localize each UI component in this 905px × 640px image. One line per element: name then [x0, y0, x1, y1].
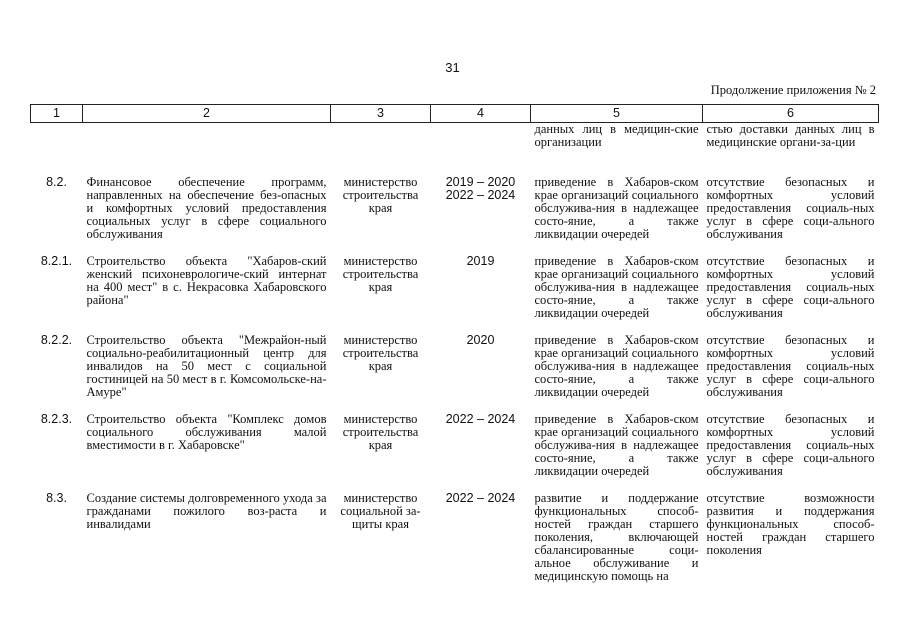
header-row	[31, 105, 879, 123]
column-header-1: 1	[31, 105, 83, 123]
column-header-3: 3	[331, 105, 431, 123]
program-table	[30, 104, 879, 596]
item-name: Строительство объекта "Межрайон-ный социально-реабилитационный центр для инвалидов на 50 мест с социальной гостиницей на 50 мест в г. Комсомольске-на-Амуре"	[86, 333, 327, 399]
column-header-6: 6	[703, 105, 879, 123]
continuation-empty-cell	[83, 123, 331, 176]
item-result: развитие и поддержание функциональных способ-ностей граждан старшего поколения, включающей сбалансированные соци-альное обслуживание и медицинскую помощь на	[534, 491, 699, 583]
continuation-empty-cell	[431, 123, 531, 176]
continuation-result: данных лиц в медицин-ские организации	[534, 122, 699, 149]
item-executor: министерство строительства края	[342, 175, 419, 215]
item-result: приведение в Хабаров-ском крае организаций социального обслужива-ния в надлежащее состо-яние, а также ликвидации очередей	[534, 254, 699, 320]
appendix-note: Продолжение приложения № 2	[710, 83, 876, 97]
item-period: 2022 – 2024	[445, 412, 516, 426]
continuation-empty-cell	[331, 123, 431, 176]
item-name: Создание системы долговременного ухода за гражданами пожилого воз-раста и инвалидами	[86, 491, 327, 531]
column-header-5: 5	[531, 105, 703, 123]
column-header-4: 4	[431, 105, 531, 123]
item-consequence: отсутствие безопасных и комфортных условий предоставления социаль-ных услуг в сфере соци-ального обслуживания	[706, 412, 875, 478]
continuation-consequence: стью доставки данных лиц в медицинские органи-за-ции	[706, 122, 875, 149]
item-name: Строительство объекта "Хабаров-ский женский психоневрологиче-ский интернат на 400 мест" в с. Некрасовка Хабаровского района"	[86, 254, 327, 307]
item-consequence: отсутствие безопасных и комфортных условий предоставления социаль-ных услуг в сфере соци-ального обслуживания	[706, 175, 875, 241]
continuation-empty-cell	[31, 123, 83, 176]
item-executor: министерство строительства края	[342, 333, 419, 373]
table-row	[31, 254, 879, 333]
table-row	[31, 333, 879, 412]
item-period: 2020	[466, 333, 495, 347]
item-period: 2019 – 2020 2022 – 2024	[445, 175, 516, 202]
table-row	[31, 491, 879, 596]
item-number: 8.2.1.	[40, 254, 73, 268]
item-name: Строительство объекта "Комплекс домов социального обслуживания малой вместимости в г. Хабаровске"	[86, 412, 327, 452]
table-row	[31, 412, 879, 491]
page-number: 31	[445, 60, 460, 75]
item-executor: министерство строительства края	[342, 412, 419, 452]
item-period: 2022 – 2024	[445, 491, 516, 505]
item-period: 2019	[466, 254, 495, 268]
item-consequence: отсутствие безопасных и комфортных условий предоставления социаль-ных услуг в сфере соци-ального обслуживания	[706, 333, 875, 399]
item-consequence: отсутствие безопасных и комфортных условий предоставления социаль-ных услуг в сфере соци-ального обслуживания	[706, 254, 875, 320]
item-executor: министерство социальной за-щиты края	[340, 491, 421, 531]
item-number: 8.3.	[46, 491, 67, 505]
table-row	[31, 175, 879, 254]
item-result: приведение в Хабаров-ском крае организаций социального обслужива-ния в надлежащее состо-яние, а также ликвидации очередей	[534, 333, 699, 399]
item-number: 8.2.3.	[40, 412, 73, 426]
item-result: приведение в Хабаров-ском крае организаций социального обслужива-ния в надлежащее состо-яние, а также ликвидации очередей	[534, 175, 699, 241]
item-number: 8.2.	[46, 175, 67, 189]
column-header-2: 2	[83, 105, 331, 123]
item-result: приведение в Хабаров-ском крае организаций социального обслужива-ния в надлежащее состо-яние, а также ликвидации очередей	[534, 412, 699, 478]
item-executor: министерство строительства края	[342, 254, 419, 294]
continuation-row	[31, 123, 879, 176]
item-consequence: отсутствие возможности развития и поддержания функциональных способ-ностей граждан старшего поколения	[706, 491, 875, 557]
item-name: Финансовое обеспечение программ, направленных на обеспечение без-опасных и комфортных условий предоставления социальных услуг в сфере социального обслуживания	[86, 175, 327, 241]
item-number: 8.2.2.	[40, 333, 73, 347]
